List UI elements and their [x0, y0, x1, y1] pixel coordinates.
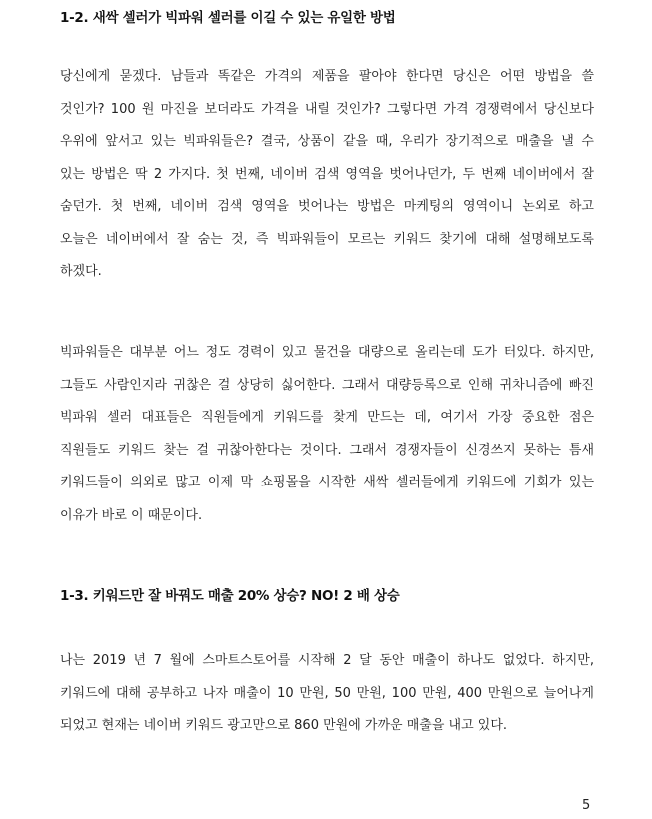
paragraph-line: 우위에 앞서고 있는 빅파워들은? 결국, 상품이 같을 때, 우리가 장기적으로 매출을 낼 수: [60, 134, 594, 149]
paragraph-line: 직원들도 키워드 찾는 걸 귀찮아한다는 것이다. 그래서 경쟁자들이 신경쓰지 못하는 틈새: [60, 442, 594, 458]
paragraph-1: [60, 66, 594, 294]
paragraph-line: 있는 방법은 딱 2 가지다. 첫 번째, 네이버 검색 영역을 벗어나던가, 두 번째 네이버에서 잘: [60, 166, 594, 182]
paragraph-line: 이유가 바로 이 때문이다.: [60, 507, 203, 523]
paragraph-3: [60, 650, 594, 748]
paragraph-line: 그들도 사람인지라 귀찮은 걸 상당히 싫어한다. 그래서 대량등록으로 인해 귀차니즘에 빠진: [60, 377, 594, 393]
paragraph-line: 당신에게 묻겠다. 남들과 똑같은 가격의 제품을 팔아야 한다면 당신은 어떤 방법을 쓸: [60, 69, 594, 84]
paragraph-line: 되었고 현재는 네이버 키워드 광고만으로 860 만원에 가까운 매출을 내고 있다.: [60, 718, 508, 733]
paragraph-line: 것인가? 100 원 마진을 보더라도 가격을 내릴 것인가? 그렇다면 가격 경쟁력에서 당신보다: [60, 101, 594, 117]
paragraph-line: 키워드들이 의외로 많고 이제 막 쇼핑몰을 시작한 새싹 셀러들에게 키워드에 기회가 있는: [60, 475, 594, 490]
paragraph-line: 키워드에 대해 공부하고 나자 매출이 10 만원, 50 만원, 100 만원, 400 만원으로 늘어나게: [60, 685, 594, 701]
paragraph-line: 숨던가. 첫 번째, 네이버 검색 영역을 벗어나는 방법은 마케팅의 영역이니 논외로 하고: [60, 199, 594, 214]
paragraph-line: 하겠다.: [60, 264, 102, 279]
section-heading-1-3: 1-3. 키워드만 잘 바꿔도 매출 20% 상승? NO! 2 배 상승: [60, 588, 400, 604]
paragraph-line: 오늘은 네이버에서 잘 숨는 것, 즉 빅파워들이 모르는 키워드 찾기에 대해 설명해보도록: [60, 231, 594, 247]
paragraph-line: 빅파워들은 대부분 어느 정도 경력이 있고 물건을 대량으로 올리는데 도가 터있다. 하지만,: [60, 345, 594, 360]
page-number: 5: [582, 798, 591, 813]
paragraph-2: [60, 342, 594, 537]
paragraph-line: 나는 2019 년 7 월에 스마트스토어를 시작해 2 달 동안 매출이 하나도 없었다. 하지만,: [60, 653, 594, 668]
section-heading-1-2: 1-2. 새싹 셀러가 빅파워 셀러를 이길 수 있는 유일한 방법: [60, 10, 396, 26]
paragraph-line: 빅파워 셀러 대표들은 직원들에게 키워드를 찾게 만드는 데, 여기서 가장 중요한 점은: [60, 410, 594, 425]
